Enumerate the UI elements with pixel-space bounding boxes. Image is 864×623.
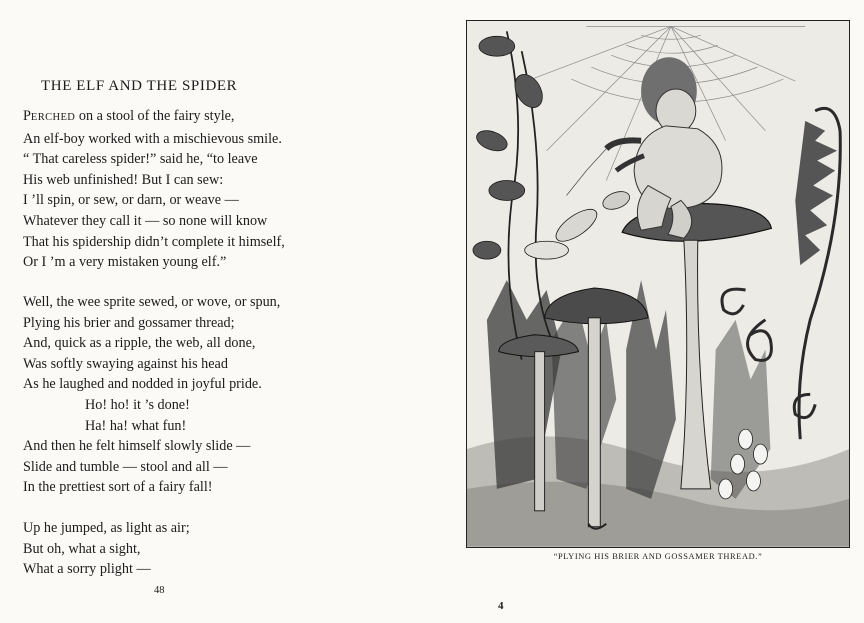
poem-line: But oh, what a sight, [23, 540, 141, 557]
poem-line: Whatever they call it — so none will know [23, 212, 268, 229]
poem-line: That his spidership didn’t complete it himself, [23, 233, 285, 250]
stanza-1 [23, 106, 285, 273]
poem-line: Plying his brier and gossamer thread; [23, 314, 235, 331]
elf-illustration [467, 21, 849, 547]
poem-line: Well, the wee sprite sewed, or wove, or spun, [23, 294, 281, 310]
first-word-smallcaps: ERCHED [30, 112, 76, 123]
poem-line: Or I ’m a very mistaken young elf.” [23, 254, 227, 271]
poem-line: An elf-boy worked with a mischievous smile. [23, 130, 282, 147]
poem-line: Slide and tumble — stool and all — [23, 458, 228, 475]
poem-line: Up he jumped, as light as air; [23, 520, 190, 536]
poem-line: And then he felt himself slowly slide — [23, 438, 251, 455]
stanza-2 [23, 292, 280, 498]
poem-line: As he laughed and nodded in joyful pride. [23, 376, 262, 393]
poem-line: What a sorry plight — [23, 561, 151, 578]
illustration-caption: “PLYING HIS BRIER AND GOSSAMER THREAD.” [553, 552, 763, 561]
poem-line: Was softly swaying against his head [23, 355, 228, 372]
first-line-text: on a stool of the fairy style, [75, 108, 235, 124]
poem-line: I ’ll spin, or sew, or darn, or weave — [23, 192, 239, 209]
poem-line: “ That careless spider!” said he, “to leave [23, 151, 258, 168]
drop-cap: P [23, 108, 31, 124]
poem-line-1 [23, 106, 285, 129]
poem-line-indented: Ho! ho! it ’s done! [85, 396, 190, 413]
page-number-left: 48 [154, 585, 165, 596]
poem-line: And, quick as a ripple, the web, all done, [23, 335, 256, 352]
poem-line: His web unfinished! But I can sew: [23, 171, 224, 188]
poem-line-indented: Ha! ha! what fun! [85, 417, 187, 434]
poem-line: In the prettiest sort of a fairy fall! [23, 479, 213, 496]
illustration-plate [466, 20, 850, 548]
stanza-3 [23, 518, 190, 580]
page-number-right: 4 [498, 600, 504, 612]
poem-title: THE ELF AND THE SPIDER [41, 78, 238, 94]
